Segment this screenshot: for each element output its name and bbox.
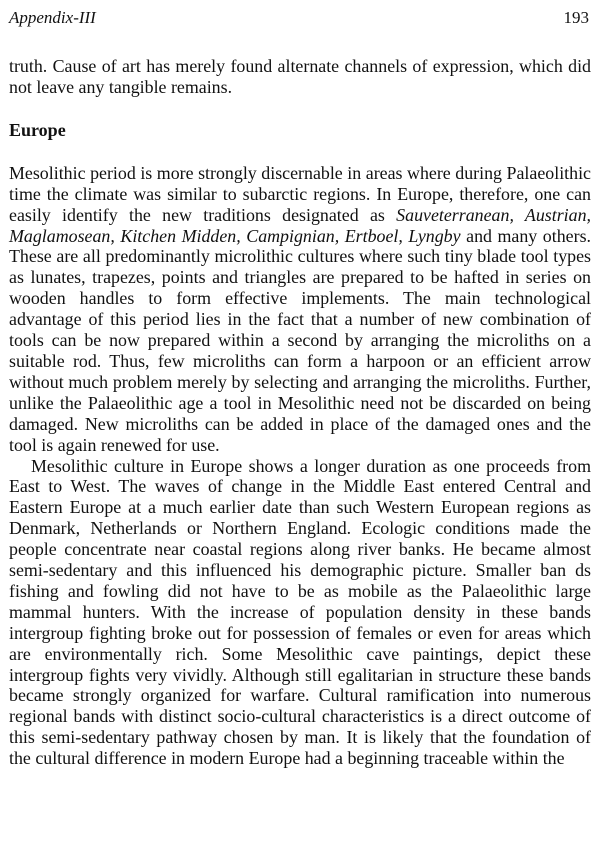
page-number: 193 xyxy=(563,8,589,27)
running-header xyxy=(9,8,591,30)
paragraph-1-rest: and many others. These are all predominantly microlithic cultures where such tiny blade tool types as lunates, trapezes, points and triangles are prepared to be hafted in series on wooden handles to form effective implements. The main technological advantage of this period lies in the fact that a number of new combination of tools can be now prepared within a second by arranging the microliths on a suitable rod. Thus, few microliths can form a harpoon or an efficient arrow without much problem merely by selecting and arranging the microliths. Further, unlike the Palaeolithic age a tool in Mesolithic need not be discarded on being damaged. New microliths can be added in place of the damaged ones and the tool is again renewed for use. xyxy=(9,225,591,455)
book-page xyxy=(9,8,591,769)
section-heading: Europe xyxy=(9,119,66,140)
culture-names-italic: Sauveterranean, Austrian, Maglamosean, Kitchen Midden, Campignian, Ertboel, Lyngby xyxy=(9,204,592,246)
continuation-paragraph: truth. Cause of art has merely found alternate channels of expression, which did not leave any tangible remains. xyxy=(9,56,591,97)
paragraph-1 xyxy=(9,163,591,456)
paragraph-2: Mesolithic culture in Europe shows a longer duration as one proceeds from East to West. The waves of change in the Middle East entered Central and Eastern Europe at a much earlier date than such Western European regions as Denmark, Netherlands or Northern England. Ecologic conditions made the people concentrate near coastal regions along river banks. He became almost semi-sedentary and this influenced his demographic picture. Smaller ban ds fishing and fowling did not have to be as mobile as the Palaeolithic large mammal hunters. With the increase of population density in these bands intergroup fighting broke out for possession of females or even for areas which are environmentally rich. Some Mesolithic cave paintings, depict these intergroup fights very vividly. Although still egalitarian in structure these bands became strongly organized for warfare. Cultural ramification into numerous regional bands with distinct socio-cultural characteristics is a direct outcome of this semi-sedentary pathway chosen by man. It is likely that the foundation of the cultural difference in modern Europe had a beginning traceable within the xyxy=(9,455,591,769)
paragraph-1-lead: Mesolithic period is more strongly discernable in areas where during Palaeolithic time the climate was similar to subarctic regions. In Europe, therefore, one can easily identify the new traditions designated as xyxy=(9,162,591,225)
running-head-title: Appendix-III xyxy=(9,8,96,27)
